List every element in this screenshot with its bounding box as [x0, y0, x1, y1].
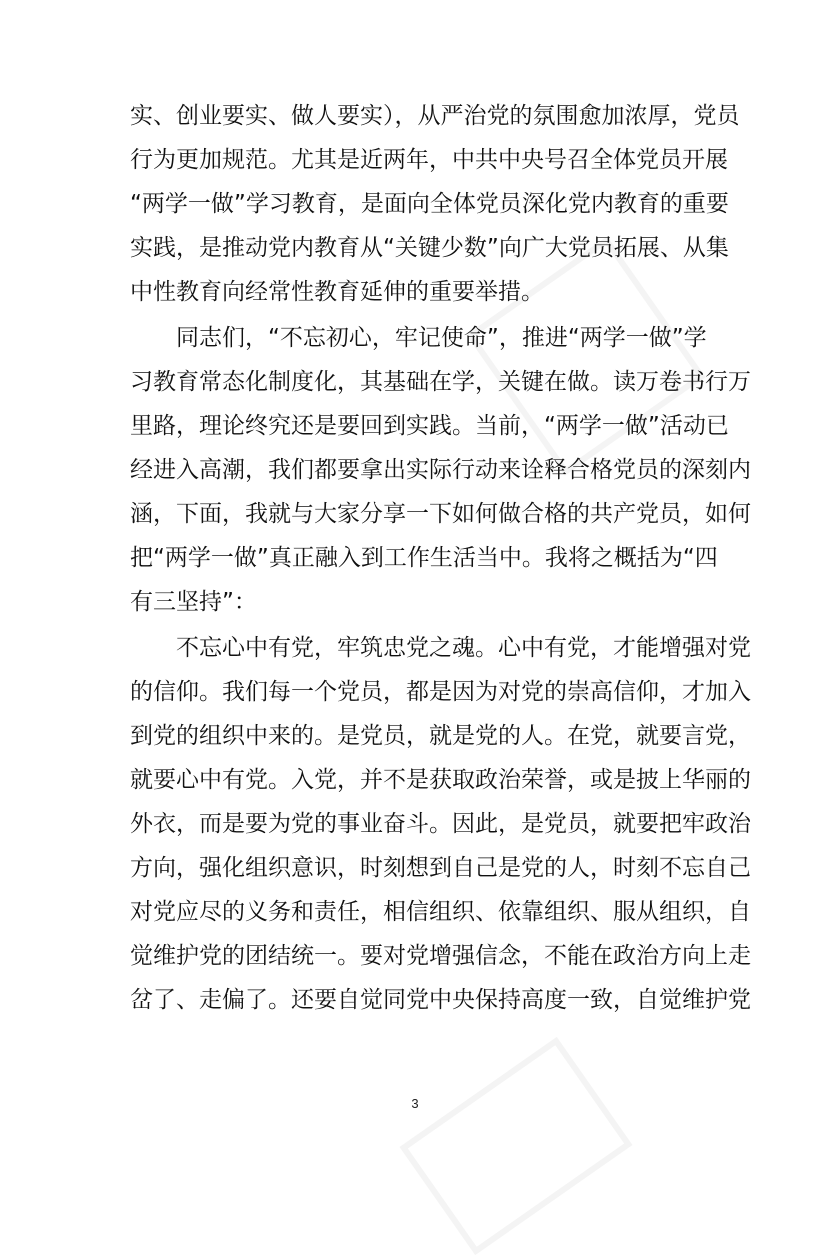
text-line: 经进入高潮，我们都要拿出实际行动来诠释合格党员的深刻内 — [130, 457, 751, 483]
text-line: 就要心中有党。入党，并不是获取政治荣誉，或是披上华丽的 — [130, 767, 751, 793]
text-line: 涵，下面，我就与大家分享一下如何做合格的共产党员，如何 — [130, 501, 751, 527]
paragraph — [130, 94, 740, 314]
text-line: 觉维护党的团结统一。要对党增强信念，不能在政治方向上走 — [130, 943, 751, 969]
text-line: 实践，是推动党内教育从“关键少数”向广大党员拓展、从集 — [130, 235, 729, 261]
paragraph — [130, 626, 751, 1022]
text-line: 中性教育向经常性教育延伸的重要举措。 — [130, 279, 544, 305]
text-line: 里路，理论终究还是要回到实践。当前，“两学一做”活动已 — [130, 413, 729, 439]
text-line: 有三坚持”： — [130, 589, 257, 615]
watermark-mark — [400, 1037, 633, 1255]
text-line: 不忘心中有党，牢筑忠党之魂。心中有党，才能增强对党 — [176, 635, 751, 661]
document-body — [130, 94, 751, 1022]
text-line: 同志们，“不忘初心，牢记使命”，推进“两学一做”学 — [176, 325, 707, 351]
text-line: 实、创业要实、做人要实），从严治党的氛围愈加浓厚，党员 — [130, 103, 740, 129]
text-line: 岔了、走偏了。还要自觉同党中央保持高度一致，自觉维护党 — [130, 987, 751, 1013]
text-line: 到党的组织中来的。是党员，就是党的人。在党，就要言党， — [130, 723, 751, 749]
text-line: 的信仰。我们每一个党员，都是因为对党的崇高信仰，才加入 — [130, 679, 751, 705]
paragraph — [130, 316, 751, 624]
text-line: 对党应尽的义务和责任，相信组织、依靠组织、服从组织，自 — [130, 899, 751, 925]
text-line: 行为更加规范。尤其是近两年，中共中央号召全体党员开展 — [130, 147, 728, 173]
text-line: 把“两学一做”真正融入到工作生活当中。我将之概括为“四 — [130, 545, 718, 571]
text-line: 习教育常态化制度化，其基础在学，关键在做。读万卷书行万 — [130, 369, 751, 395]
page-number: 3 — [411, 1096, 419, 1111]
text-line: 方向，强化组织意识，时刻想到自己是党的人，时刻不忘自己 — [130, 855, 751, 881]
text-line: 外衣，而是要为党的事业奋斗。因此，是党员，就要把牢政治 — [130, 811, 751, 837]
text-line: “两学一做”学习教育，是面向全体党员深化党内教育的重要 — [130, 191, 729, 217]
